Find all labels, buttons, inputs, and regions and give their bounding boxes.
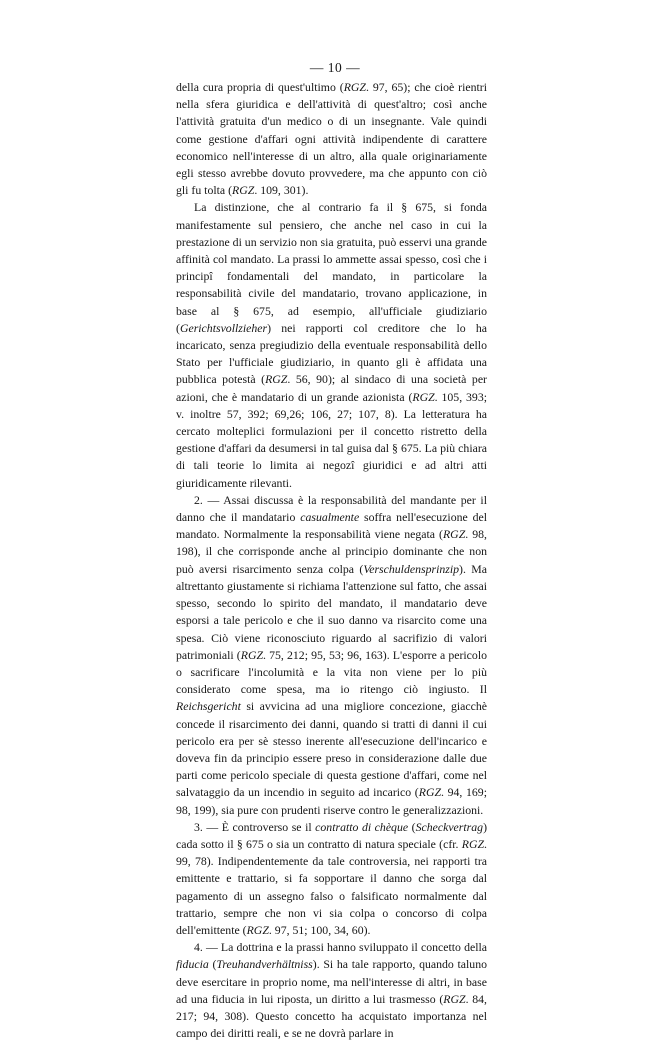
paragraph-section-2: 2. — Assai discussa è la responsabilità del mandante per il danno che il mandatario casualmente soffra nell'esecuzione del mandato. Normalmente la responsabilità viene negata (RGZ. 98, 198), il che corrisponde anche al principio dominante che non può aversi risarcimento senza colpa (Verschuldensprinzip). Ma altrettanto giustamente si richiama l'attenzione sul fatto, che assai spesso, secondo lo spirito del mandato, il mandatario deve esporsi a tale pericolo e che il suo danno va risarcito come una spesa. Ciò viene riconosciuto riguardo al sacrifizio di valori patrimoniali (RGZ. 75, 212; 95, 53; 96, 163). L'esporre a pericolo o sacrificare l'incolumità e la vita non viene per lo più considerato come spesa, ma io ritengo ciò ingiusto. Il Reichsgericht si avvicina ad una migliore concezione, giacchè concede il risarcimento dei danni, quando si tratti di danni il cui pericolo era per sè stesso inerente all'esecuzione dell'incarico e doveva fin da principio essere preso in considerazione dalle due parti come pericolo speciale di questa gestione d'affari, come nel salvataggio da un incendio in seguito ad incarico (RGZ. 94, 169; 98, 199), sia pure con prudenti riserve contro le generalizzazioni.: [176, 492, 487, 817]
paragraph-section-3: 3. — È controverso se il contratto di chèque (Scheckvertrag) cada sotto il § 675 o sia un contratto di natura speciale (cfr. RGZ. 99, 78). Indipendentemente da tale controversia, nei rapporti tra emittente e trattario, si fa sopportare il danno che sorga dal pagamento di un assegno falso o falsificato normalmente dal trattario, sempre che non vi sia colpa o concorso di colpa dell'emittente (RGZ. 97, 51; 100, 34, 60).: [176, 819, 487, 937]
page-number: — 10 —: [309, 60, 361, 75]
paragraph-section-4: 4. — La dottrina e la prassi hanno sviluppato il concetto della fiducia (Treuhandverhältniss). Si ha tale rapporto, quando taluno deve esercitare in proprio nome, ma nell'interesse di altri, in base ad una fiducia in lui riposta, un diritto a lui trasmesso (RGZ. 84, 217; 94, 308). Questo concetto ha acquistato importanza nel campo dei diritti reali, e se ne dovrà parlare in: [176, 940, 487, 1041]
body-text: [176, 79, 487, 1042]
paragraph: La distinzione, che al contrario fa il § 675, si fonda manifestamente sul pensiero, che anche nel caso in cui la prestazione di un servizio non sia gratuita, può esservi una grande affinità col mandato. La prassi lo ammette assai spesso, così che i principî fondamentali del mandato, in particolare la responsabilità civile del mandatario, trovano applicazione, in base al § 675, ad esempio, all'ufficiale giudiziario (Gerichtsvollzieher) nei rapporti col creditore che lo ha incaricato, senza pregiudizio della eventuale responsabilità dello Stato per l'ufficiale giudiziario, in quanto gli è affidata una pubblica potestà (RGZ. 56, 90); al sindaco di una società per azioni, che è mandatario di un grande azionista (RGZ. 105, 393; v. inoltre 57, 392; 69,26; 106, 27; 107, 8). La letteratura ha cercato molteplici formulazioni per il concetto ristretto della gestione d'affari da desumersi in tal guisa dal § 675. La più chiara di tali teorie lo limita ai negozî giuridici e ad altri atti giuridicamente rilevanti.: [176, 200, 487, 490]
paragraph: della cura propria di quest'ultimo (RGZ. 97, 65); che cioè rientri nella sfera giuridica e dell'attività di quest'altro; così anche l'attività gratuita d'un medico o di un insegnante. Vale quindi come gestione d'affari ogni attività indipendente di carattere economico nell'interesse di un altro, alla quale originariamente egli stesso avrebbe dovuto provvedere, ma che appunto con ciò gli fu tolta (RGZ. 109, 301).: [176, 80, 487, 198]
